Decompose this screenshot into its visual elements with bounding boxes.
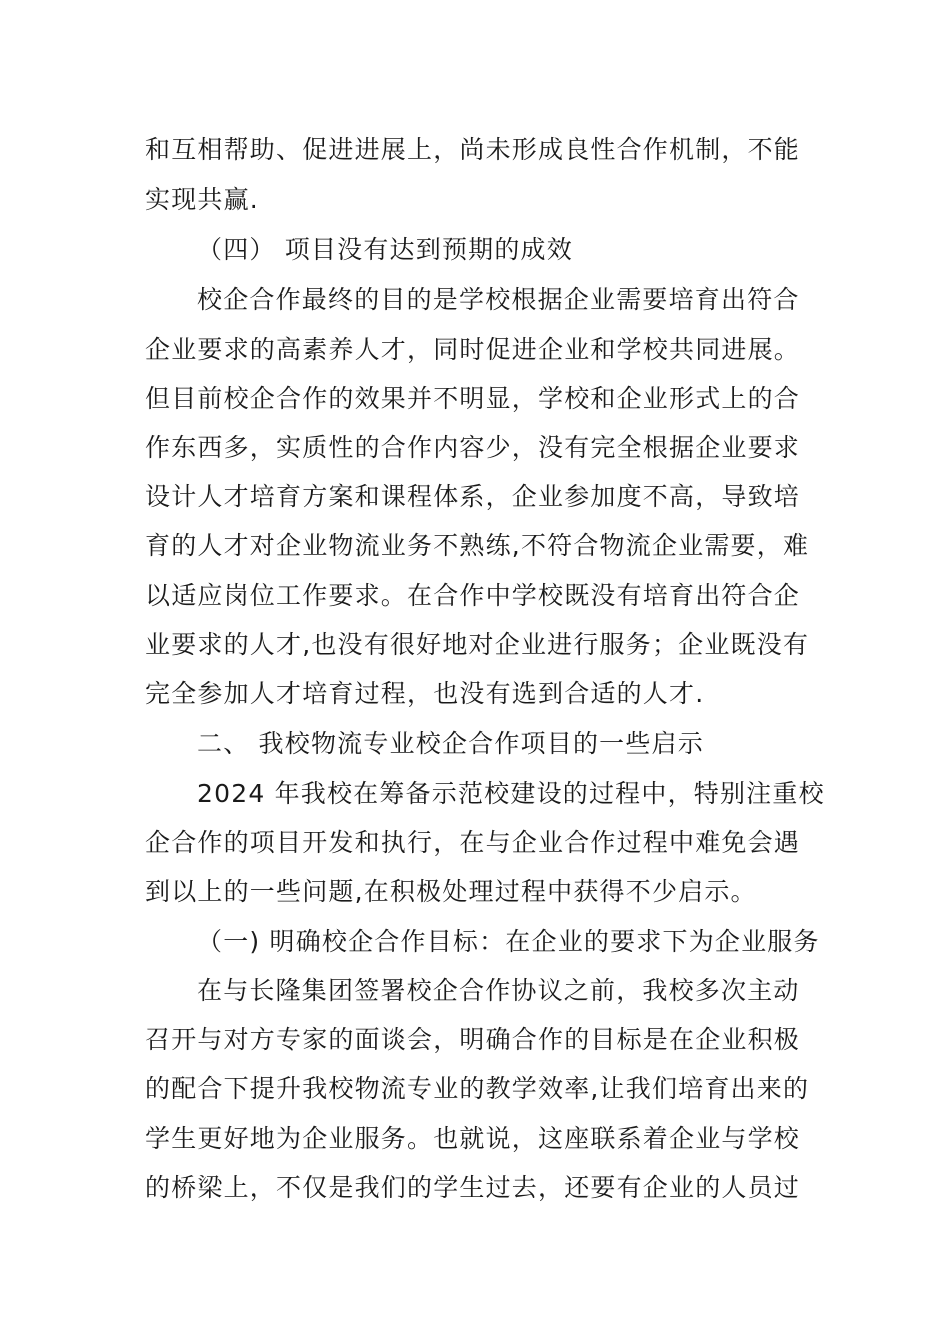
paragraph-start: 在与长隆集团签署校企合作协议之前，我校多次主动 [197, 976, 800, 1005]
text-line: 的桥梁上，不仅是我们的学生过去，还要有企业的人员过 [145, 1173, 801, 1202]
text-line: 但目前校企合作的效果并不明显，学校和企业形式上的合 [145, 384, 801, 413]
text-line: 育的人才对企业物流业务不熟练,不符合物流企业需要，难 [145, 531, 810, 560]
text-line: 以适应岗位工作要求。在合作中学校既没有培育出符合企 [145, 581, 801, 610]
text-line: 和互相帮助、促进进展上，尚未形成良性合作机制，不能 [145, 135, 801, 164]
text-line: 的配合下提升我校物流专业的教学效率,让我们培育出来的 [145, 1074, 810, 1103]
text-line: 召开与对方专家的面谈会，明确合作的目标是在企业积极 [145, 1025, 801, 1054]
text-line: 业要求的人才,也没有很好地对企业进行服务；企业既没有 [145, 630, 810, 659]
text-line: 学生更好地为企业服务。也就说，这座联系着企业与学校 [145, 1124, 801, 1153]
section-heading: （四） 项目没有达到预期的成效 [197, 235, 573, 264]
text-line: 企业要求的高素养人才，同时促进企业和学校共同进展。 [145, 335, 801, 364]
text-line: 企合作的项目开发和执行，在与企业合作过程中难免会遇 [145, 828, 801, 857]
text-line: 完全参加人才培育过程，也没有选到合适的人才. [145, 679, 705, 708]
paragraph-start: 校企合作最终的目的是学校根据企业需要培育出符合 [197, 285, 800, 314]
text-line: 实现共赢. [145, 185, 259, 214]
section-heading: （一) 明确校企合作目标：在企业的要求下为企业服务 [197, 927, 820, 956]
section-heading: 二、 我校物流专业校企合作项目的一些启示 [197, 729, 704, 758]
text-line: 作东西多，实质性的合作内容少，没有完全根据企业要求 [145, 433, 801, 462]
text-line: 设计人才培育方案和课程体系，企业参加度不高，导致培 [145, 482, 801, 511]
paragraph-start: 2024 年我校在筹备示范校建设的过程中，特别注重校 [197, 779, 825, 808]
text-line: 到以上的一些问题,在积极处理过程中获得不少启示。 [145, 877, 757, 906]
